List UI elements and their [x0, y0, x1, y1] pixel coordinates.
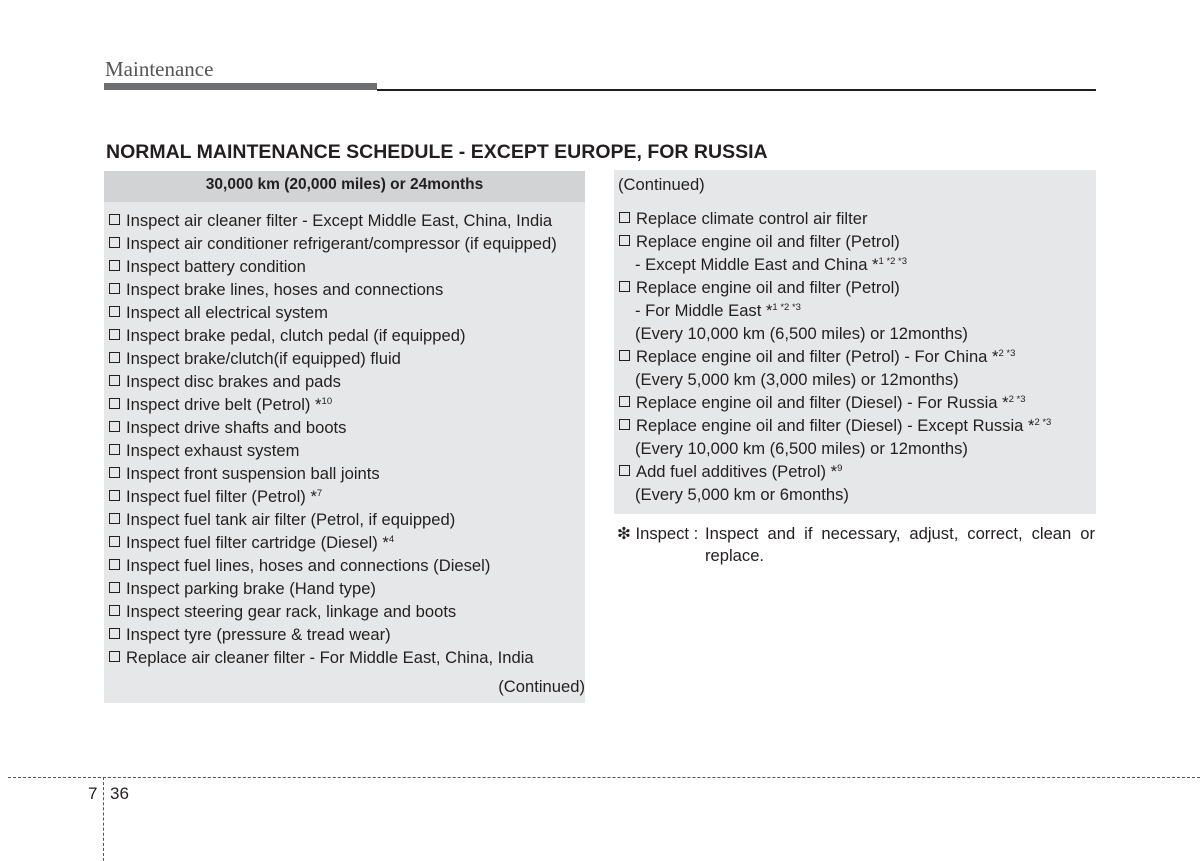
checkbox-icon: [619, 350, 630, 361]
schedule-item: [104, 416, 585, 439]
item-text: Inspect fuel filter (Petrol) *: [126, 487, 317, 506]
item-text: Inspect tyre (pressure & tread wear): [126, 625, 391, 644]
checkbox-icon: [109, 398, 120, 409]
left-continued-label: (Continued): [498, 677, 585, 696]
schedule-item: [614, 368, 1096, 391]
schedule-item: [104, 485, 585, 508]
item-text: Replace engine oil and filter (Petrol): [636, 278, 900, 297]
item-text: Inspect disc brakes and pads: [126, 372, 341, 391]
item-text: Inspect front suspension ball joints: [126, 464, 380, 483]
checkbox-icon: [619, 396, 630, 407]
schedule-item: [104, 508, 585, 531]
schedule-item: [104, 577, 585, 600]
item-text: - Except Middle East and China *: [635, 255, 879, 274]
schedule-item: [104, 531, 585, 554]
item-text: Inspect air cleaner filter - Except Middle East, China, India: [126, 211, 553, 230]
checkbox-icon: [109, 237, 120, 248]
item-text: Replace climate control air filter: [636, 209, 868, 228]
schedule-item: [614, 414, 1096, 437]
footnote-ref: 1 *2 *3: [878, 256, 908, 267]
item-text: Inspect brake lines, hoses and connections: [126, 280, 444, 299]
item-text: Add fuel additives (Petrol) *: [636, 462, 838, 481]
note-label: ❇ Inspect :: [617, 524, 699, 543]
section-title: Maintenance: [105, 57, 214, 81]
item-text: Inspect air conditioner refrigerant/compressor (if equipped): [126, 234, 557, 253]
footnote-ref: 7: [316, 488, 323, 499]
schedule-item: [614, 276, 1096, 299]
checkbox-icon: [109, 467, 120, 478]
item-text: Inspect brake/clutch(if equipped) fluid: [126, 349, 401, 368]
footnote-ref: 10: [321, 396, 333, 407]
checkbox-icon: [109, 444, 120, 455]
page-number: 36: [110, 784, 129, 803]
checkbox-icon: [109, 352, 120, 363]
item-text: Replace air cleaner filter - For Middle East, China, India: [126, 648, 534, 667]
schedule-item: [104, 623, 585, 646]
schedule-item: [614, 437, 1096, 460]
item-text: Inspect drive shafts and boots: [126, 418, 347, 437]
schedule-item: [104, 462, 585, 485]
schedule-item: [614, 483, 1096, 506]
schedule-item: [104, 370, 585, 393]
schedule-item: [104, 324, 585, 347]
item-text: Inspect parking brake (Hand type): [126, 579, 376, 598]
right-item-list: [614, 207, 1096, 506]
schedule-item: [104, 554, 585, 577]
checkbox-icon: [109, 214, 120, 225]
schedule-item: [104, 232, 585, 255]
schedule-item: [104, 600, 585, 623]
item-text: Replace engine oil and filter (Diesel) - Except Russia *: [636, 416, 1035, 435]
item-text: Replace engine oil and filter (Diesel) - For Russia *: [636, 393, 1009, 412]
checkbox-icon: [109, 283, 120, 294]
footer-dashed-line: [8, 777, 1200, 778]
page-heading: NORMAL MAINTENANCE SCHEDULE - EXCEPT EUROPE, FOR RUSSIA: [106, 141, 768, 163]
schedule-item: [614, 230, 1096, 253]
checkbox-icon: [109, 329, 120, 340]
schedule-item: [614, 460, 1096, 483]
section-number: 7: [88, 784, 98, 803]
checkbox-icon: [109, 582, 120, 593]
item-text: Inspect drive belt (Petrol) *: [126, 395, 322, 414]
item-text: (Every 5,000 km or 6months): [635, 485, 849, 504]
item-text: Inspect all electrical system: [126, 303, 328, 322]
checkbox-icon: [109, 306, 120, 317]
note-text: Inspect and if necessary, adjust, correct, clean or replace.: [705, 524, 1095, 565]
schedule-item: [104, 301, 585, 324]
schedule-item: [104, 646, 585, 669]
item-text: Inspect fuel lines, hoses and connections (Diesel): [126, 556, 491, 575]
checkbox-icon: [619, 465, 630, 476]
schedule-item: [614, 253, 1096, 276]
schedule-item: [614, 322, 1096, 345]
left-item-list: [104, 209, 585, 669]
checkbox-icon: [109, 605, 120, 616]
item-text: Inspect fuel tank air filter (Petrol, if equipped): [126, 510, 456, 529]
item-text: (Every 5,000 km (3,000 miles) or 12months): [635, 370, 959, 389]
item-text: (Every 10,000 km (6,500 miles) or 12months): [635, 324, 968, 343]
item-text: Inspect battery condition: [126, 257, 306, 276]
checkbox-icon: [109, 536, 120, 547]
footnote-ref: 2 *3: [1008, 394, 1026, 405]
checkbox-icon: [619, 235, 630, 246]
checkbox-icon: [109, 260, 120, 271]
header-rule-thin: [377, 89, 1096, 91]
checkbox-icon: [619, 212, 630, 223]
item-text: Inspect brake pedal, clutch pedal (if equipped): [126, 326, 466, 345]
schedule-item: [614, 391, 1096, 414]
schedule-item: [614, 299, 1096, 322]
header-rule-thick: [104, 83, 377, 90]
item-text: Replace engine oil and filter (Petrol) - For China *: [636, 347, 999, 366]
left-schedule-box: [104, 171, 585, 703]
schedule-item: [104, 209, 585, 232]
schedule-item: [104, 278, 585, 301]
checkbox-icon: [109, 490, 120, 501]
schedule-item: [104, 393, 585, 416]
schedule-item: [614, 345, 1096, 368]
footnote-ref: 9: [837, 463, 843, 474]
footnote-ref: 1 *2 *3: [772, 302, 801, 313]
checkbox-icon: [109, 559, 120, 570]
checkbox-icon: [109, 651, 120, 662]
footer-dashed-divider: [103, 777, 104, 861]
checkbox-icon: [109, 375, 120, 386]
item-text: - For Middle East *: [635, 301, 773, 320]
item-text: Replace engine oil and filter (Petrol): [636, 232, 900, 251]
checkbox-icon: [109, 513, 120, 524]
right-continued-label: (Continued): [618, 175, 705, 194]
item-text: Inspect fuel filter cartridge (Diesel) *: [126, 533, 389, 552]
interval-header: 30,000 km (20,000 miles) or 24months: [104, 171, 585, 202]
item-text: (Every 10,000 km (6,500 miles) or 12months): [635, 439, 968, 458]
footnote-ref: 2 *3: [998, 348, 1016, 359]
schedule-item: [104, 439, 585, 462]
checkbox-icon: [109, 421, 120, 432]
footnote-ref: 2 *3: [1034, 417, 1052, 428]
item-text: Inspect steering gear rack, linkage and boots: [126, 602, 457, 621]
schedule-item: [104, 255, 585, 278]
checkbox-icon: [619, 419, 630, 430]
schedule-item: [614, 207, 1096, 230]
schedule-item: [104, 347, 585, 370]
checkbox-icon: [619, 281, 630, 292]
checkbox-icon: [109, 628, 120, 639]
item-text: Inspect exhaust system: [126, 441, 300, 460]
footnote-ref: 4: [388, 534, 395, 545]
right-schedule-box: [614, 170, 1096, 514]
